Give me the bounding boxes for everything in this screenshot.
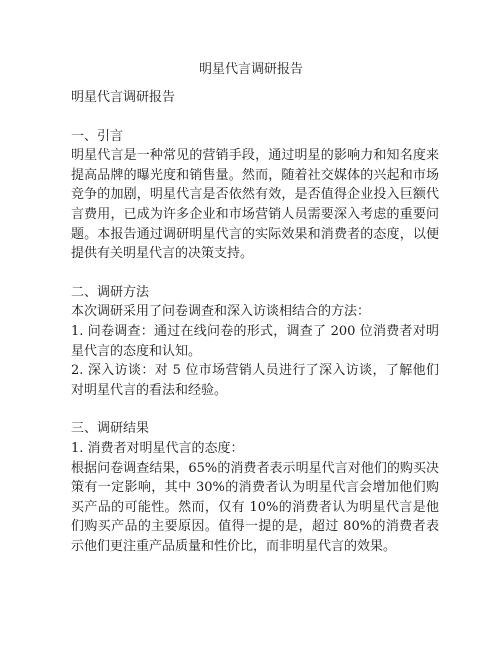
spacer <box>71 264 439 283</box>
section-heading-methods: 二、调研方法 <box>71 284 150 300</box>
document-body <box>71 88 439 556</box>
results-paragraph: 根据问卷调查结果，65%的消费者表示明星代言对他们的购买决策有一定影响，其中 30%的消费者认为明星代言会增加他们购买产品的可能性。然而，仅有 10%的消费者认为明星代言是他们购买产品的主要原因。值得一提的是，超过 80%的消费者表示他们更注重产品质量和性价比，而非明星代言的效果。 <box>71 460 439 554</box>
section-heading-results: 三、调研结果 <box>71 421 150 437</box>
results-item-heading: 1. 消费者对明星代言的态度： <box>71 440 244 456</box>
methods-item-survey: 1. 问卷调查：通过在线问卷的形式，调查了 200 位消费者对明星代言的态度和认知。 <box>71 323 439 359</box>
introduction-paragraph: 明星代言是一种常见的营销手段，通过明星的影响力和知名度来提高品牌的曝光度和销售量。然而，随着社交媒体的兴起和市场竞争的加剧，明星代言是否依然有效，是否值得企业投入巨额代言费用，已成为许多企业和市场营销人员需要深入考虑的重要问题。本报告通过调研明星代言的实际效果和消费者的态度，以便提供有关明星代言的决策支持。 <box>71 148 439 262</box>
spacer <box>71 108 439 127</box>
methods-paragraph: 本次调研采用了问卷调查和深入访谈相结合的方法： <box>71 304 371 320</box>
section-heading-introduction: 一、引言 <box>71 128 124 144</box>
spacer <box>71 400 439 419</box>
methods-item-interview: 2. 深入访谈：对 5 位市场营销人员进行了深入访谈，了解他们对明星代言的看法和经验。 <box>71 363 439 398</box>
document-subtitle: 明星代言调研报告 <box>71 90 176 105</box>
document-title: 明星代言调研报告 <box>198 62 303 77</box>
